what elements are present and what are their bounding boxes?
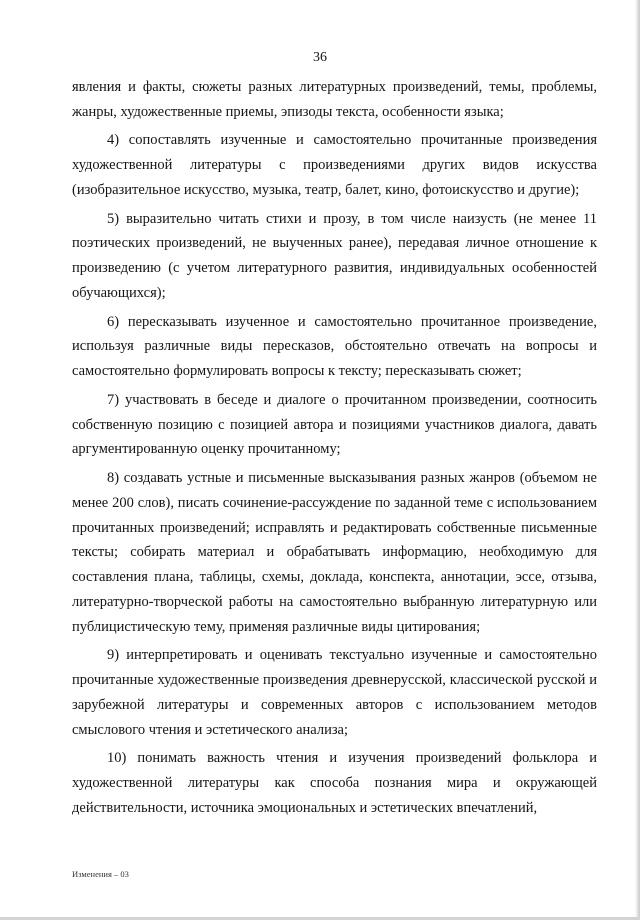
paragraph-item-9: 9) интерпретировать и оценивать текстуально изученные и самостоятельно прочитанные художественные произведения древнерусской, классической русской и зарубежной литературы и современных авторов с использованием методов смыслового чтения и эстетического анализа;	[72, 647, 597, 738]
paragraph-continuation: явления и факты, сюжеты разных литературных произведений, темы, проблемы, жанры, художественные приемы, эпизоды текста, особенности языка;	[72, 79, 597, 120]
footer-revision-note: Изменения – 03	[72, 869, 129, 879]
paragraph-item-8: 8) создавать устные и письменные высказывания разных жанров (объемом не менее 200 слов), писать сочинение-рассуждение по заданной теме с использованием прочитанных произведений; исправлять и редактировать собственные письменные тексты; собирать материал и обрабатывать информацию, необходимую для составления плана, таблицы, схемы, доклада, конспекта, аннотации, эссе, отзыва, литературно-творческой работы на самостоятельно выбранную литературную или публицистическую тему, применяя различные виды цитирования;	[72, 469, 597, 635]
paragraph-item-4: 4) сопоставлять изученные и самостоятельно прочитанные произведения художественной литературы с произведениями других видов искусства (изобразительное искусство, музыка, театр, балет, кино, фотоискусство и другие);	[72, 132, 597, 198]
paragraph-item-7: 7) участвовать в беседе и диалоге о прочитанном произведении, соотносить собственную позицию с позицией автора и позициями участников диалога, давать аргументированную оценку прочитанному;	[72, 391, 597, 458]
page-number: 36	[313, 50, 327, 65]
paragraph-item-5: 5) выразительно читать стихи и прозу, в том числе наизусть (не менее 11 поэтических произведений, не выученных ранее), передавая личное отношение к произведению (с учетом литературного развития, индивидуальных особенностей обучающихся);	[72, 210, 597, 301]
paragraph-item-10: 10) понимать важность чтения и изучения произведений фольклора и художественной литературы как способа познания мира и окружающей действительности, источника эмоциональных и эстетических впечатлений,	[72, 750, 597, 816]
paragraph-item-6: 6) пересказывать изученное и самостоятельно прочитанное произведение, используя различные виды пересказов, обстоятельно отвечать на вопросы и самостоятельно формулировать вопросы к тексту; пересказывать сюжет;	[72, 313, 597, 380]
scan-edge-shadow	[635, 0, 640, 920]
body-text	[72, 75, 597, 824]
